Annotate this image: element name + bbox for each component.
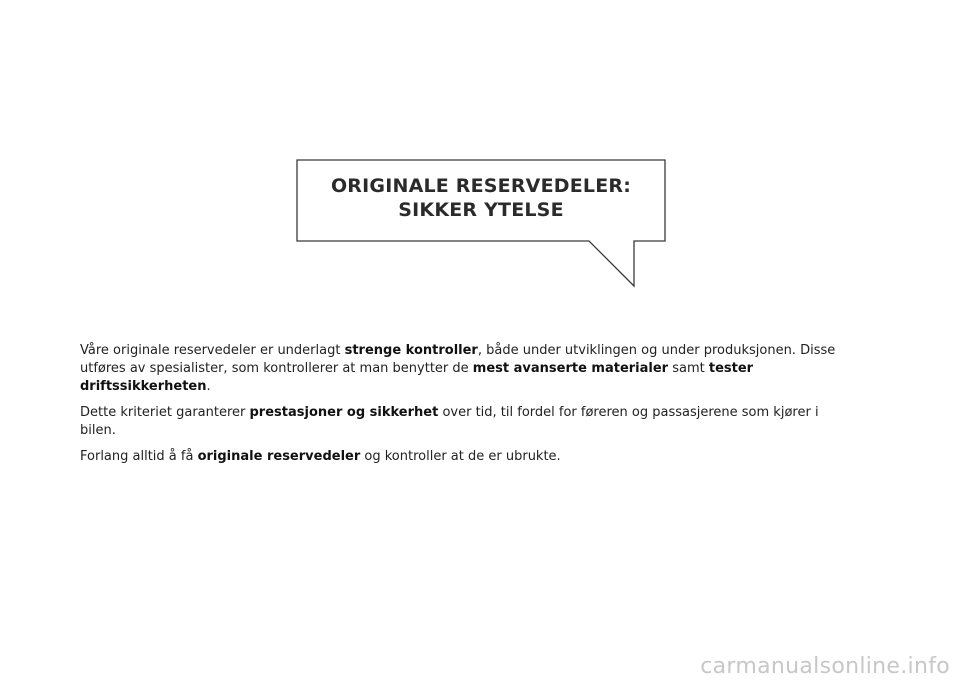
text-run-bold: mest avanserte materialer <box>472 361 669 376</box>
text-run: over tid, til fordel for føreren og passasjerene som kjører i bilen. <box>80 405 819 438</box>
text-run: Dette kriteriet garanterer <box>80 405 250 420</box>
callout-title-line-1: ORIGINALE RESERVEDELER: <box>330 175 632 197</box>
body-text <box>80 342 850 474</box>
paragraph-2 <box>80 404 850 440</box>
watermark: carmanualsonline.info <box>700 654 950 679</box>
text-run: . <box>206 379 211 394</box>
callout-title <box>297 174 665 222</box>
text-run-bold: originale reservedeler <box>197 449 361 464</box>
paragraph-1 <box>80 342 850 396</box>
text-run-bold: prestasjoner og sikkerhet <box>249 405 439 420</box>
paragraph-3 <box>80 448 850 466</box>
callout-title-line-2: SIKKER YTELSE <box>398 199 564 221</box>
text-run: Forlang alltid å få <box>80 449 198 464</box>
text-run-bold: strenge kontroller <box>344 343 478 358</box>
text-run: Våre originale reservedeler er underlagt <box>80 343 345 358</box>
text-run: og kontroller at de er ubrukte. <box>360 449 561 464</box>
text-run: samt <box>668 361 709 376</box>
text-run-bold: tester driftssikkerheten <box>80 361 754 394</box>
text-run: , både under utviklingen og under produksjonen. Disse utføres av spesialister, som kontrollerer at man benytter de <box>80 343 836 376</box>
